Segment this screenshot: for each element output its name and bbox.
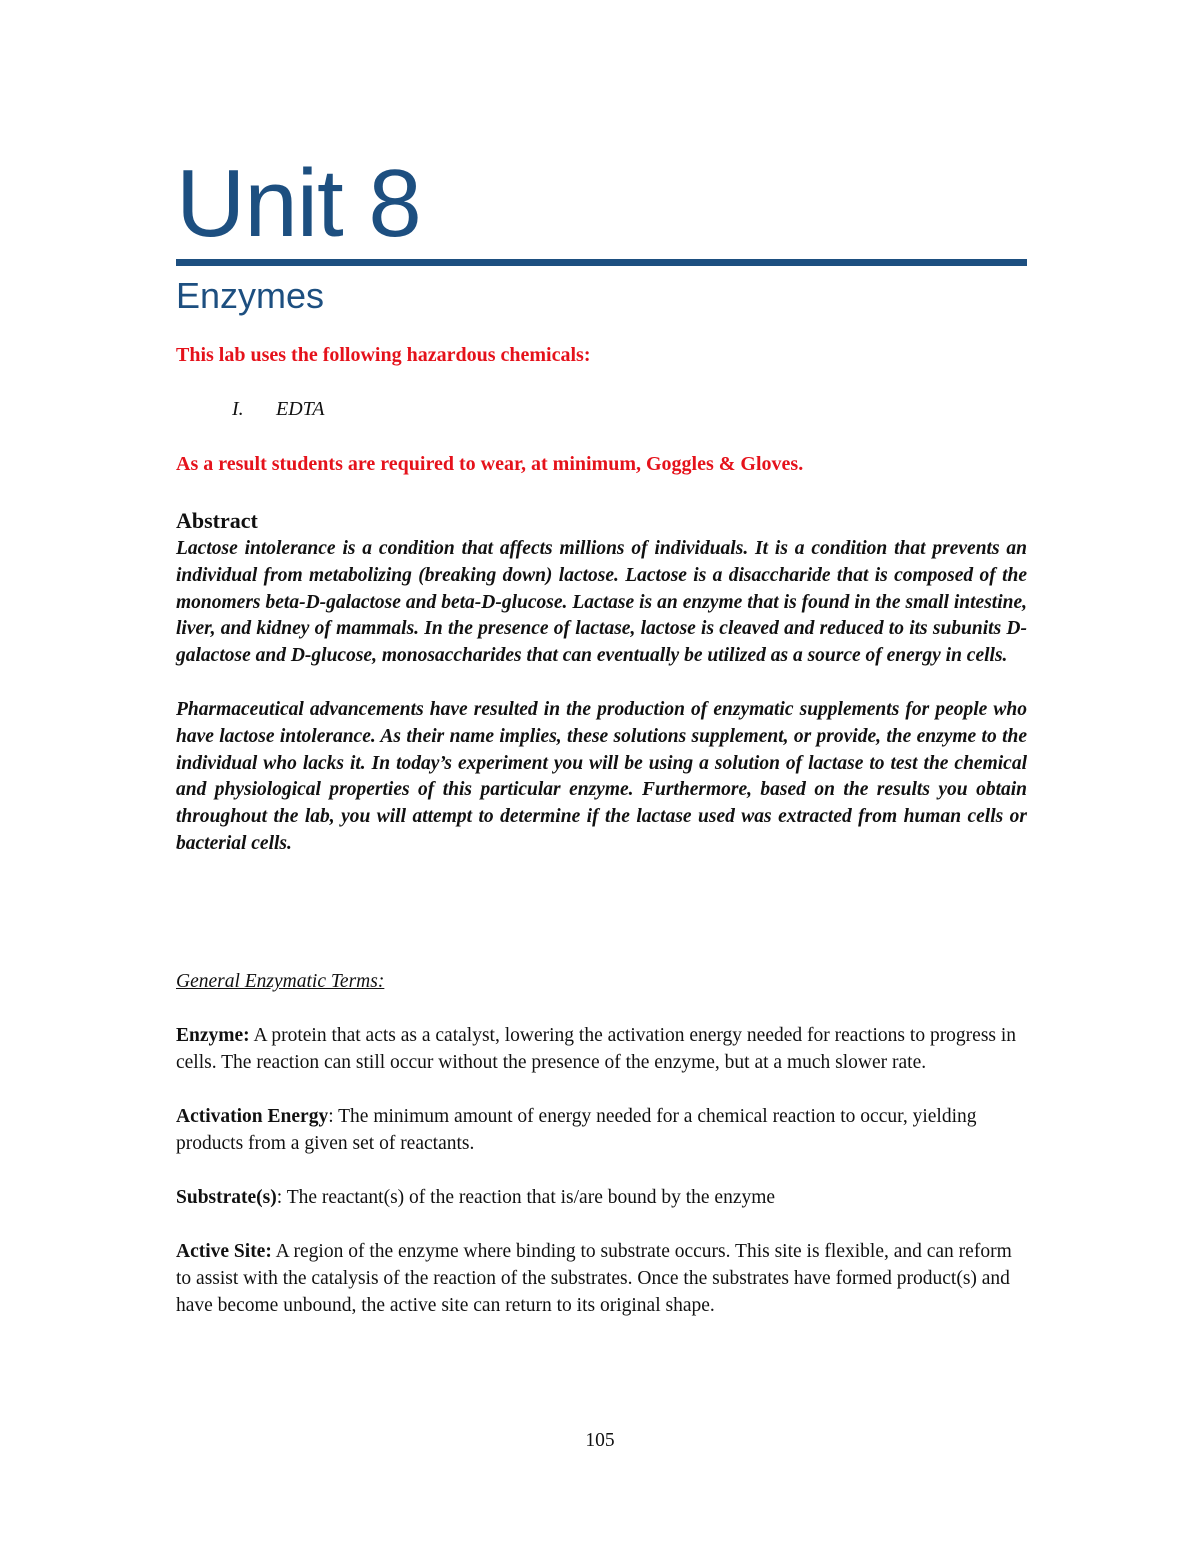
term-label: Substrate(s) <box>176 1187 277 1208</box>
abstract-heading: Abstract <box>176 508 258 533</box>
term-label: Enzyme: <box>176 1025 250 1046</box>
term-definition: A region of the enzyme where binding to substrate occurs. This site is flexible, and can reform to assist with the catalysis of the reaction of the substrates. Once the substrates have formed product(s) and have become unbound, the active site can return to its original shape. <box>176 1241 1012 1316</box>
term-definition: : The reactant(s) of the reaction that is/are bound by the enzyme <box>276 1187 776 1208</box>
term-substrate <box>176 1184 1027 1211</box>
page-number: 105 <box>585 1430 615 1451</box>
term-definition: A protein that acts as a catalyst, lowering the activation energy needed for reactions to progress in cells. The reaction can still occur without the presence of the enzyme, but at a much slower rate. <box>176 1025 1017 1073</box>
term-label: Activation Energy <box>176 1106 329 1127</box>
abstract-paragraph-2: Pharmaceutical advancements have resulted in the production of enzymatic supplements for people who have lactose intolerance. As their name implies, these solutions supplement, or provide, the enzyme to the individual who lacks it. In today’s experiment you will be using a solution of lactase to test the chemical and physiological properties of this particular enzyme. Furthermore, based on the results you obtain throughout the lab, you will attempt to determine if the lactase used was extracted from human cells or bacterial cells. <box>176 698 1027 854</box>
abstract-paragraph-1: Lactose intolerance is a condition that affects millions of individuals. It is a condition that prevents an individual from metabolizing (breaking down) lactose. Lactose is a disaccharide that is composed of the monomers beta-D-galactose and beta-D-glucose. Lactase is an enzyme that is found in the small intestine, liver, and kidney of mammals. In the presence of lactase, lactose is cleaved and reduced to its subunits D-galactose and D-glucose, monosaccharides that can eventually be utilized as a source of energy in cells. <box>176 538 1027 667</box>
chemical-number: I. <box>232 398 244 420</box>
term-active-site <box>176 1238 1027 1319</box>
term-label: Active Site: <box>176 1241 272 1262</box>
hazard-chemical-list <box>232 398 325 421</box>
term-activation-energy <box>176 1103 1027 1157</box>
unit-title: Unit 8 <box>176 150 421 257</box>
term-definition: : The minimum amount of energy needed for a chemical reaction to occur, yielding products from a given set of reactants. <box>176 1106 977 1154</box>
chemical-name: EDTA <box>276 398 325 420</box>
term-enzyme <box>176 1022 1027 1076</box>
hazard-intro: This lab uses the following hazardous chemicals: <box>176 344 591 366</box>
hazard-chemical-item <box>232 398 325 421</box>
title-divider <box>176 259 1027 266</box>
abstract-section <box>176 508 1027 858</box>
enzymatic-terms-section <box>176 968 1027 1346</box>
unit-subtitle: Enzymes <box>176 275 325 316</box>
safety-requirement: As a result students are required to wear, at minimum, Goggles & Gloves. <box>176 453 804 475</box>
terms-heading: General Enzymatic Terms: <box>176 971 385 992</box>
